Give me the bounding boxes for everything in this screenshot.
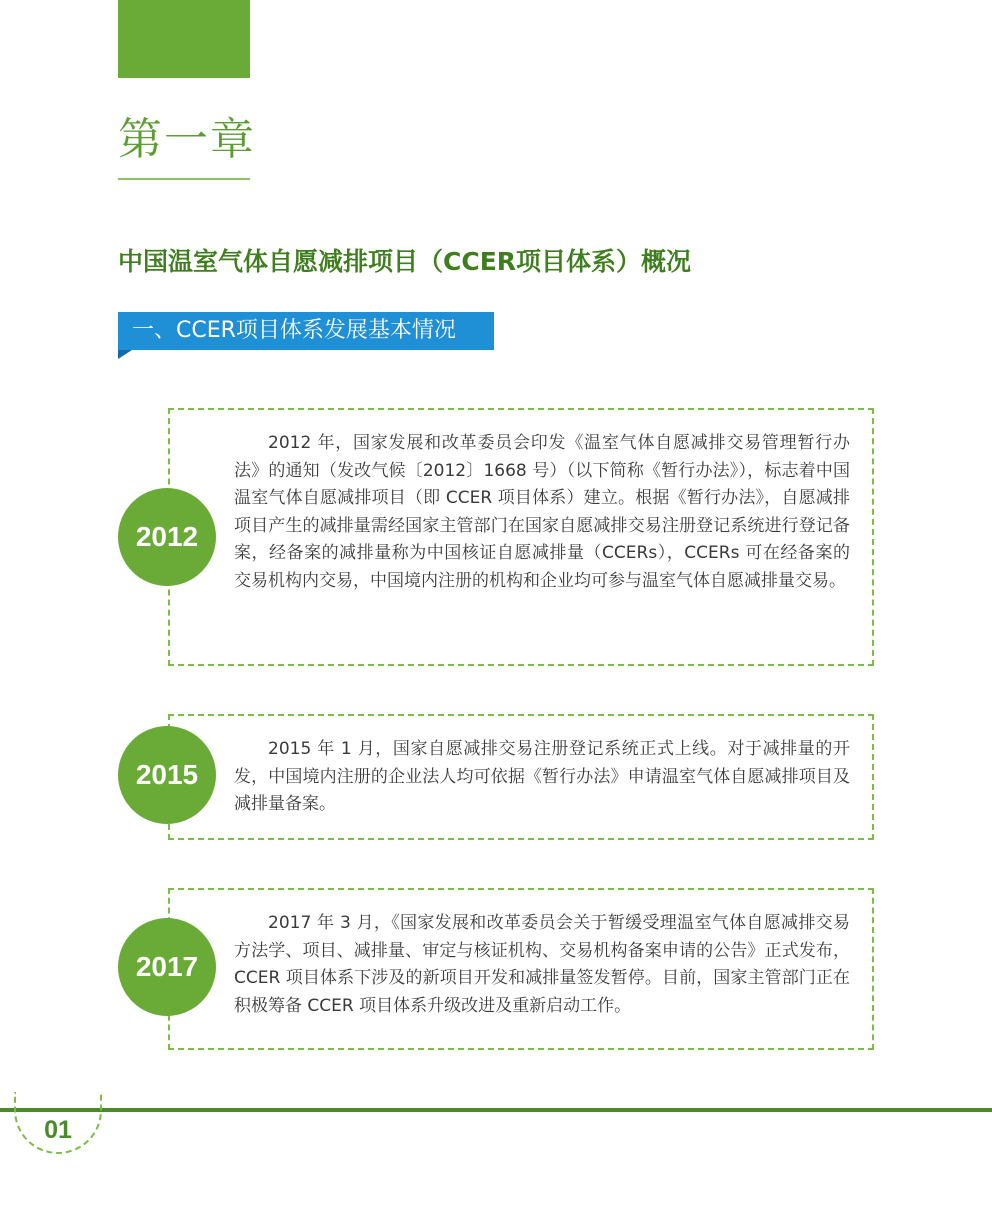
- chapter-title: 第一章: [118, 114, 256, 165]
- timeline-card-2015: [168, 714, 874, 840]
- page-title: 中国温室气体自愿减排项目（CCER项目体系）概况: [118, 247, 692, 276]
- timeline-card-2012: [168, 408, 874, 666]
- footer-rule: [0, 1108, 992, 1112]
- timeline-text: 2017 年 3 月，《国家发展和改革委员会关于暂缓受理温室气体自愿减排交易方法学、项目、减排量、审定与核证机构、交易机构备案申请的公告》正式发布，CCER 项目体系下涉及的新项目开发和减排量签发暂停。目前，国家主管部门正在积极筹备 CCER 项目体系升级改进及重新启动工作。: [234, 913, 850, 1016]
- page-number: 01: [44, 1116, 72, 1144]
- year-badge: 2017: [118, 918, 216, 1016]
- year-badge: 2012: [118, 488, 216, 586]
- timeline-card-2017: [168, 888, 874, 1050]
- chapter-color-block: [118, 0, 250, 78]
- timeline-text: 2015 年 1 月，国家自愿减排交易注册登记系统正式上线。对于减排量的开发，中国境内注册的企业法人均可依据《暂行办法》申请温室气体自愿减排项目及减排量备案。: [234, 739, 850, 814]
- section-heading: 一、CCER项目体系发展基本情况: [118, 312, 494, 350]
- year-badge: 2015: [118, 726, 216, 824]
- chapter-divider: [118, 178, 250, 180]
- timeline-text: 2012 年，国家发展和改革委员会印发《温室气体自愿减排交易管理暂行办法》的通知（发改气候〔2012〕1668 号）（以下简称《暂行办法》），标志着中国温室气体自愿减排项目（即 CCER 项目体系）建立。根据《暂行办法》，自愿减排项目产生的减排量需经国家主管部门在国家自愿减排交易注册登记系统进行登记备案，经备案的减排量称为中国核证自愿减排量（CCERs），CCERs 可在经备案的交易机构内交易，中国境内注册的机构和企业均可参与温室气体自愿减排量交易。: [234, 433, 850, 591]
- section-heading-tail: [118, 350, 132, 359]
